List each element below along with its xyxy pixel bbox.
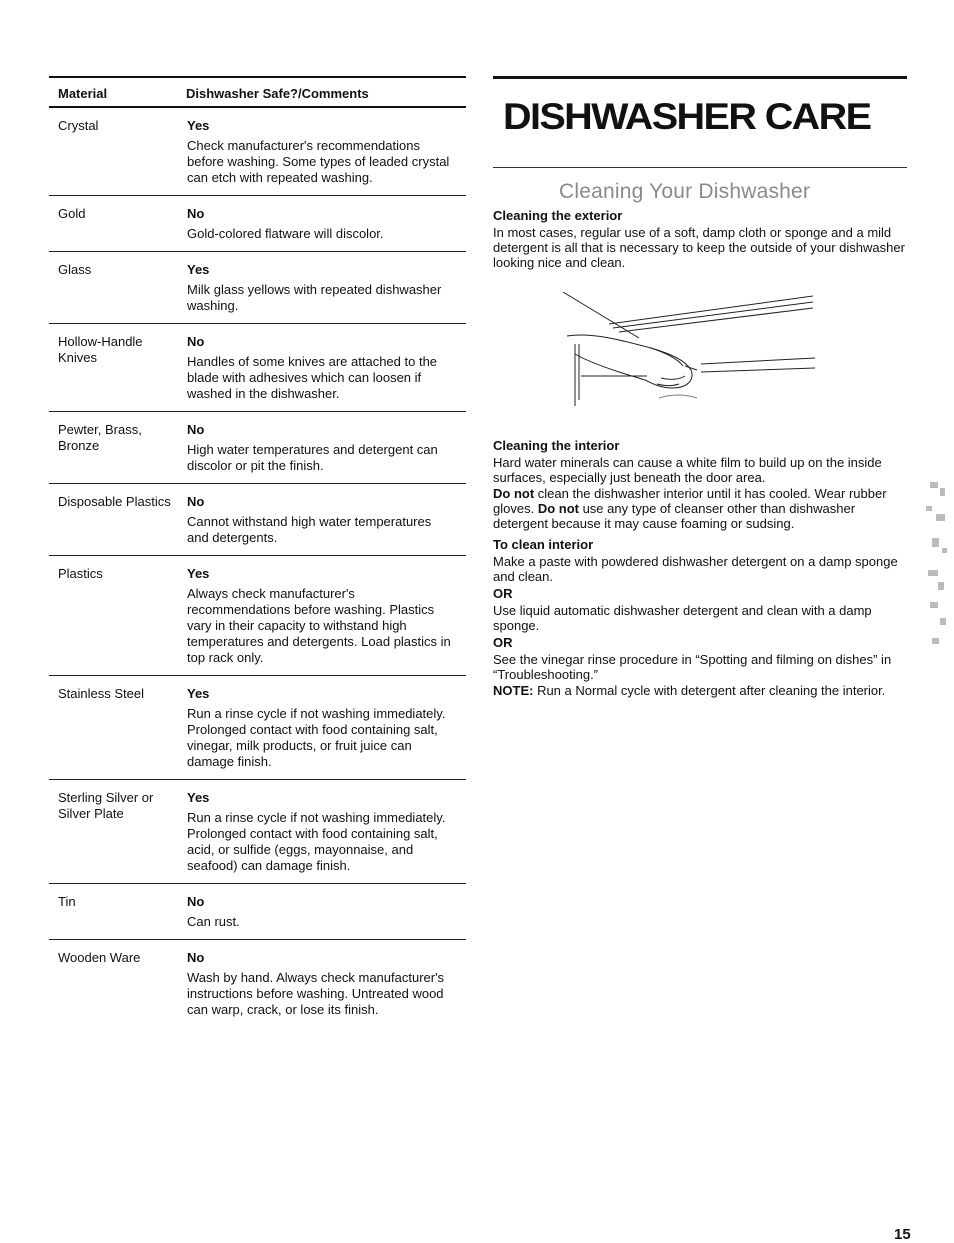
or-separator-2: OR — [493, 635, 513, 650]
comment-text: Wash by hand. Always check manufacturer's instructions before washing. Untreated wood can warp, crack, or lose its finish. — [187, 970, 445, 1017]
material-cell: Tin — [58, 894, 76, 909]
exterior-text: In most cases, regular use of a soft, damp cloth or sponge and a mild detergent is all that is necessary to keep the outside of your dishwasher looking nice and clean. — [493, 225, 905, 270]
verdict: Yes — [187, 686, 210, 701]
note — [493, 683, 913, 698]
table-row — [49, 556, 466, 676]
hand-wiping-door-illustration — [561, 288, 821, 418]
warning-lead-2: Do not — [537, 501, 579, 516]
comment-cell — [187, 412, 466, 483]
header-comments: Dishwasher Safe?/Comments — [186, 86, 369, 101]
table-header — [49, 76, 466, 108]
page-title: DISHWASHER CARE — [503, 96, 871, 137]
materials-table — [49, 76, 466, 1027]
option-2: Use liquid automatic dishwasher detergent and clean with a damp sponge. — [493, 603, 872, 633]
comment-cell — [187, 780, 466, 883]
page-number: 15 — [894, 1226, 911, 1243]
table-row — [49, 108, 466, 196]
comment-text: Handles of some knives are attached to the blade with adhesives which can loosen if washed in the dishwasher. — [187, 354, 438, 401]
note-label: NOTE: — [493, 683, 534, 698]
table-row — [49, 676, 466, 780]
material-cell: Wooden Ware — [58, 950, 141, 965]
table-row — [49, 940, 466, 1027]
warning-lead: Do not — [493, 486, 535, 501]
comment-text: Run a rinse cycle if not washing immediately. Prolonged contact with food containing salt, acid, or sulfide (eggs, mayonnaise, and seafood) can damage finish. — [187, 810, 446, 873]
scan-speckle-decoration — [920, 478, 952, 658]
comment-cell — [187, 556, 466, 675]
table-row — [49, 196, 466, 252]
verdict: No — [187, 422, 205, 437]
verdict: Yes — [187, 790, 210, 805]
exterior-heading: Cleaning the exterior — [493, 208, 623, 223]
interior-intro: Hard water minerals can cause a white film to build up on the inside surfaces, especially just beneath the door area. — [493, 455, 882, 485]
comment-text: Check manufacturer's recommendations before washing. Some types of leaded crystal can etch with repeated washing. — [187, 138, 450, 185]
table-body — [49, 108, 466, 1027]
material-cell: Hollow-Handle Knives — [58, 334, 143, 365]
header-material: Material — [58, 86, 108, 101]
comment-text: Cannot withstand high water temperatures and detergents. — [187, 514, 432, 545]
interior-warning — [493, 486, 913, 531]
note-text: Run a Normal cycle with detergent after cleaning the interior. — [533, 683, 886, 698]
comment-text: Milk glass yellows with repeated dishwasher washing. — [187, 282, 442, 313]
table-row — [49, 412, 466, 484]
title-rule — [493, 76, 907, 79]
table-row — [49, 884, 466, 940]
material-cell: Gold — [58, 206, 86, 221]
verdict: No — [187, 494, 205, 509]
subtitle-rule — [493, 167, 907, 168]
material-cell: Pewter, Brass, Bronze — [58, 422, 142, 453]
comment-cell — [187, 940, 466, 1027]
comment-text: Gold-colored flatware will discolor. — [187, 226, 384, 241]
comment-cell — [187, 252, 466, 323]
material-cell: Crystal — [58, 118, 99, 133]
comment-text: Always check manufacturer's recommendations before washing. Plastics vary in their capacity to withstand high temperatures and detergents. Load plastics in top rack only. — [187, 586, 451, 665]
comment-cell — [187, 324, 466, 411]
or-separator-1: OR — [493, 586, 513, 601]
table-row — [49, 780, 466, 884]
comment-text: Run a rinse cycle if not washing immediately. Prolonged contact with food containing salt, vinegar, milk products, or fruit juice can damage finish. — [187, 706, 446, 769]
table-row — [49, 324, 466, 412]
comment-text: Can rust. — [187, 914, 240, 929]
comment-cell — [187, 884, 466, 939]
interior-section — [493, 438, 913, 698]
material-cell: Plastics — [58, 566, 103, 581]
verdict: Yes — [187, 118, 210, 133]
interior-heading: Cleaning the interior — [493, 438, 620, 453]
table-row — [49, 484, 466, 556]
material-cell: Sterling Silver or Silver Plate — [58, 790, 154, 821]
care-section — [493, 76, 913, 698]
option-1: Make a paste with powdered dishwasher detergent on a damp sponge and clean. — [493, 554, 898, 584]
to-clean-heading: To clean interior — [493, 537, 594, 552]
verdict: No — [187, 950, 205, 965]
table-row — [49, 252, 466, 324]
comment-cell — [187, 676, 466, 779]
warning-tail: use any type of cleanser other than dishwasher detergent because it may cause foaming or sudsing. — [493, 501, 856, 531]
option-3: See the vinegar rinse procedure in “Spotting and filming on dishes” in “Troubleshooting.” — [493, 652, 892, 682]
verdict: Yes — [187, 566, 210, 581]
verdict: Yes — [187, 262, 210, 277]
warning-mid: clean the dishwasher interior until it has cooled. Wear rubber gloves. — [493, 486, 887, 516]
exterior-section — [493, 208, 913, 270]
verdict: No — [187, 206, 205, 221]
material-cell: Stainless Steel — [58, 686, 144, 701]
verdict: No — [187, 334, 205, 349]
verdict: No — [187, 894, 205, 909]
section-subtitle: Cleaning Your Dishwasher — [559, 180, 811, 203]
comment-cell — [187, 484, 466, 555]
material-cell: Disposable Plastics — [58, 494, 171, 509]
comment-cell — [187, 108, 466, 195]
comment-cell — [187, 196, 466, 251]
comment-text: High water temperatures and detergent can discolor or pit the finish. — [187, 442, 438, 473]
material-cell: Glass — [58, 262, 92, 277]
